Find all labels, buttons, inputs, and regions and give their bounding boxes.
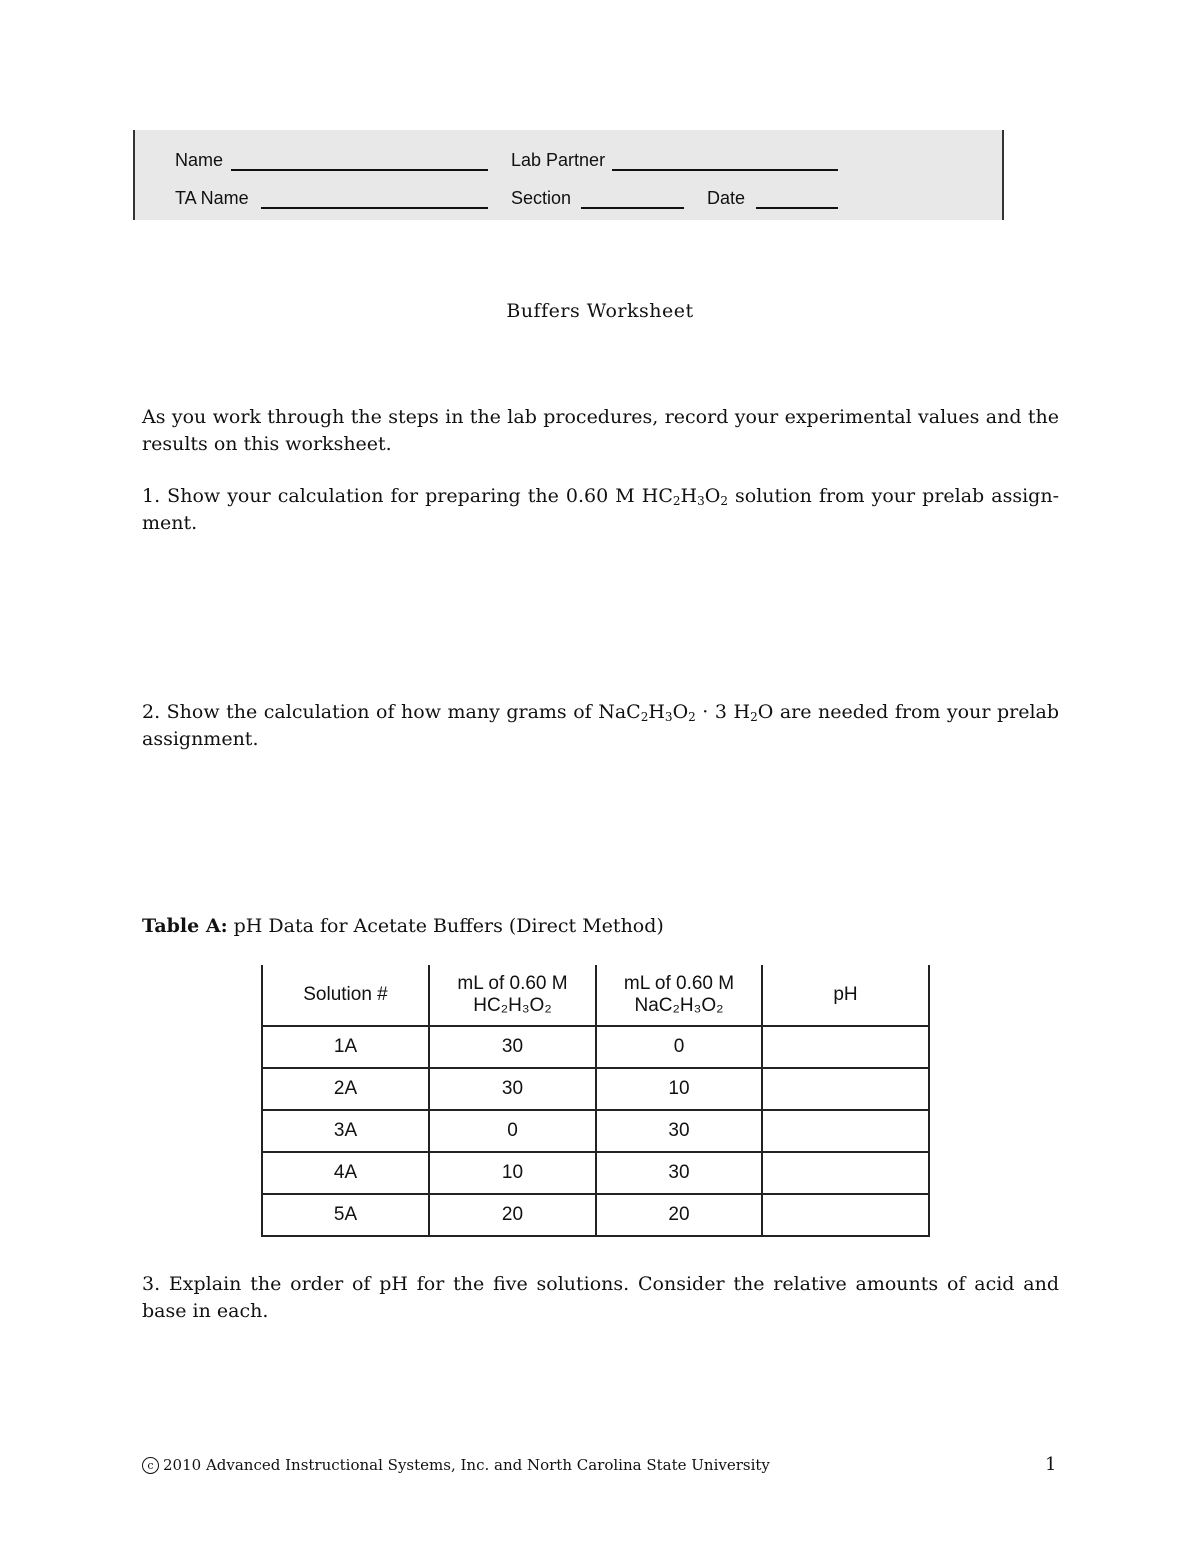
- cell-base: 10: [596, 1068, 762, 1110]
- cell-ph-entry[interactable]: [762, 1152, 929, 1194]
- table-row: [262, 1110, 929, 1152]
- copyright-text: 2010 Advanced Instructional Systems, Inc. and North Carolina State University: [163, 1456, 770, 1474]
- cell-acid: 30: [429, 1068, 596, 1110]
- table-caption: Table A: pH Data for Acetate Buffers (Direct Method): [142, 915, 664, 937]
- table-row: [262, 1026, 929, 1068]
- table-header-row: [262, 965, 929, 1026]
- date-field[interactable]: [756, 207, 838, 209]
- cell-base: 20: [596, 1194, 762, 1236]
- copyright-icon: c: [142, 1457, 159, 1474]
- header-solution: Solution #: [262, 965, 429, 1026]
- page-title: Buffers Worksheet: [506, 300, 694, 322]
- cell-ph-entry[interactable]: [762, 1068, 929, 1110]
- date-label: Date: [707, 188, 746, 208]
- ta-name-label: TA Name: [175, 188, 249, 208]
- cell-ph-entry[interactable]: [762, 1026, 929, 1068]
- section-label: Section: [511, 188, 572, 208]
- cell-base: 30: [596, 1152, 762, 1194]
- cell-ph-entry[interactable]: [762, 1194, 929, 1236]
- student-info-box: [133, 130, 1004, 220]
- cell-base: 30: [596, 1110, 762, 1152]
- cell-solution: 1A: [262, 1026, 429, 1068]
- ph-data-table: [261, 965, 930, 1237]
- cell-solution: 2A: [262, 1068, 429, 1110]
- cell-acid: 30: [429, 1026, 596, 1068]
- question-2: 2. Show the calculation of how many grams of $NaC_2H_3O_2 \cdot 3$ $H_2O$ are needed from your prelab assignment.: [142, 701, 1060, 750]
- section-field[interactable]: [581, 207, 684, 209]
- name-label: Name: [175, 150, 224, 170]
- page-number: 1: [1045, 1454, 1057, 1475]
- header-acid-volume: mL of 0.60 M HC₂H₃O₂: [429, 965, 596, 1026]
- footer-copyright: [142, 1456, 770, 1474]
- cell-solution: 3A: [262, 1110, 429, 1152]
- cell-solution: 5A: [262, 1194, 429, 1236]
- cell-acid: 10: [429, 1152, 596, 1194]
- question-1: 1. Show your calculation for preparing the 0.60 M $HC_2H_3O_2$ solution from your prelab assign-ment.: [142, 485, 1059, 534]
- cell-base: 0: [596, 1026, 762, 1068]
- table-row: [262, 1152, 929, 1194]
- header-ph: pH: [762, 965, 929, 1026]
- ta-name-field[interactable]: [261, 207, 488, 209]
- name-field[interactable]: [231, 169, 488, 171]
- cell-solution: 4A: [262, 1152, 429, 1194]
- question-3: 3. Explain the order of pH for the five solutions. Consider the relative amounts of acid and base in each.: [142, 1273, 1059, 1322]
- lab-partner-label: Lab Partner: [511, 150, 606, 170]
- cell-acid: 20: [429, 1194, 596, 1236]
- table-row: [262, 1068, 929, 1110]
- intro-paragraph: As you work through the steps in the lab procedures, record your experimental values and the results on this worksheet.: [142, 406, 1059, 455]
- header-base-volume: mL of 0.60 M NaC₂H₃O₂: [596, 965, 762, 1026]
- table-row: [262, 1194, 929, 1236]
- cell-ph-entry[interactable]: [762, 1110, 929, 1152]
- lab-partner-field[interactable]: [612, 169, 838, 171]
- cell-acid: 0: [429, 1110, 596, 1152]
